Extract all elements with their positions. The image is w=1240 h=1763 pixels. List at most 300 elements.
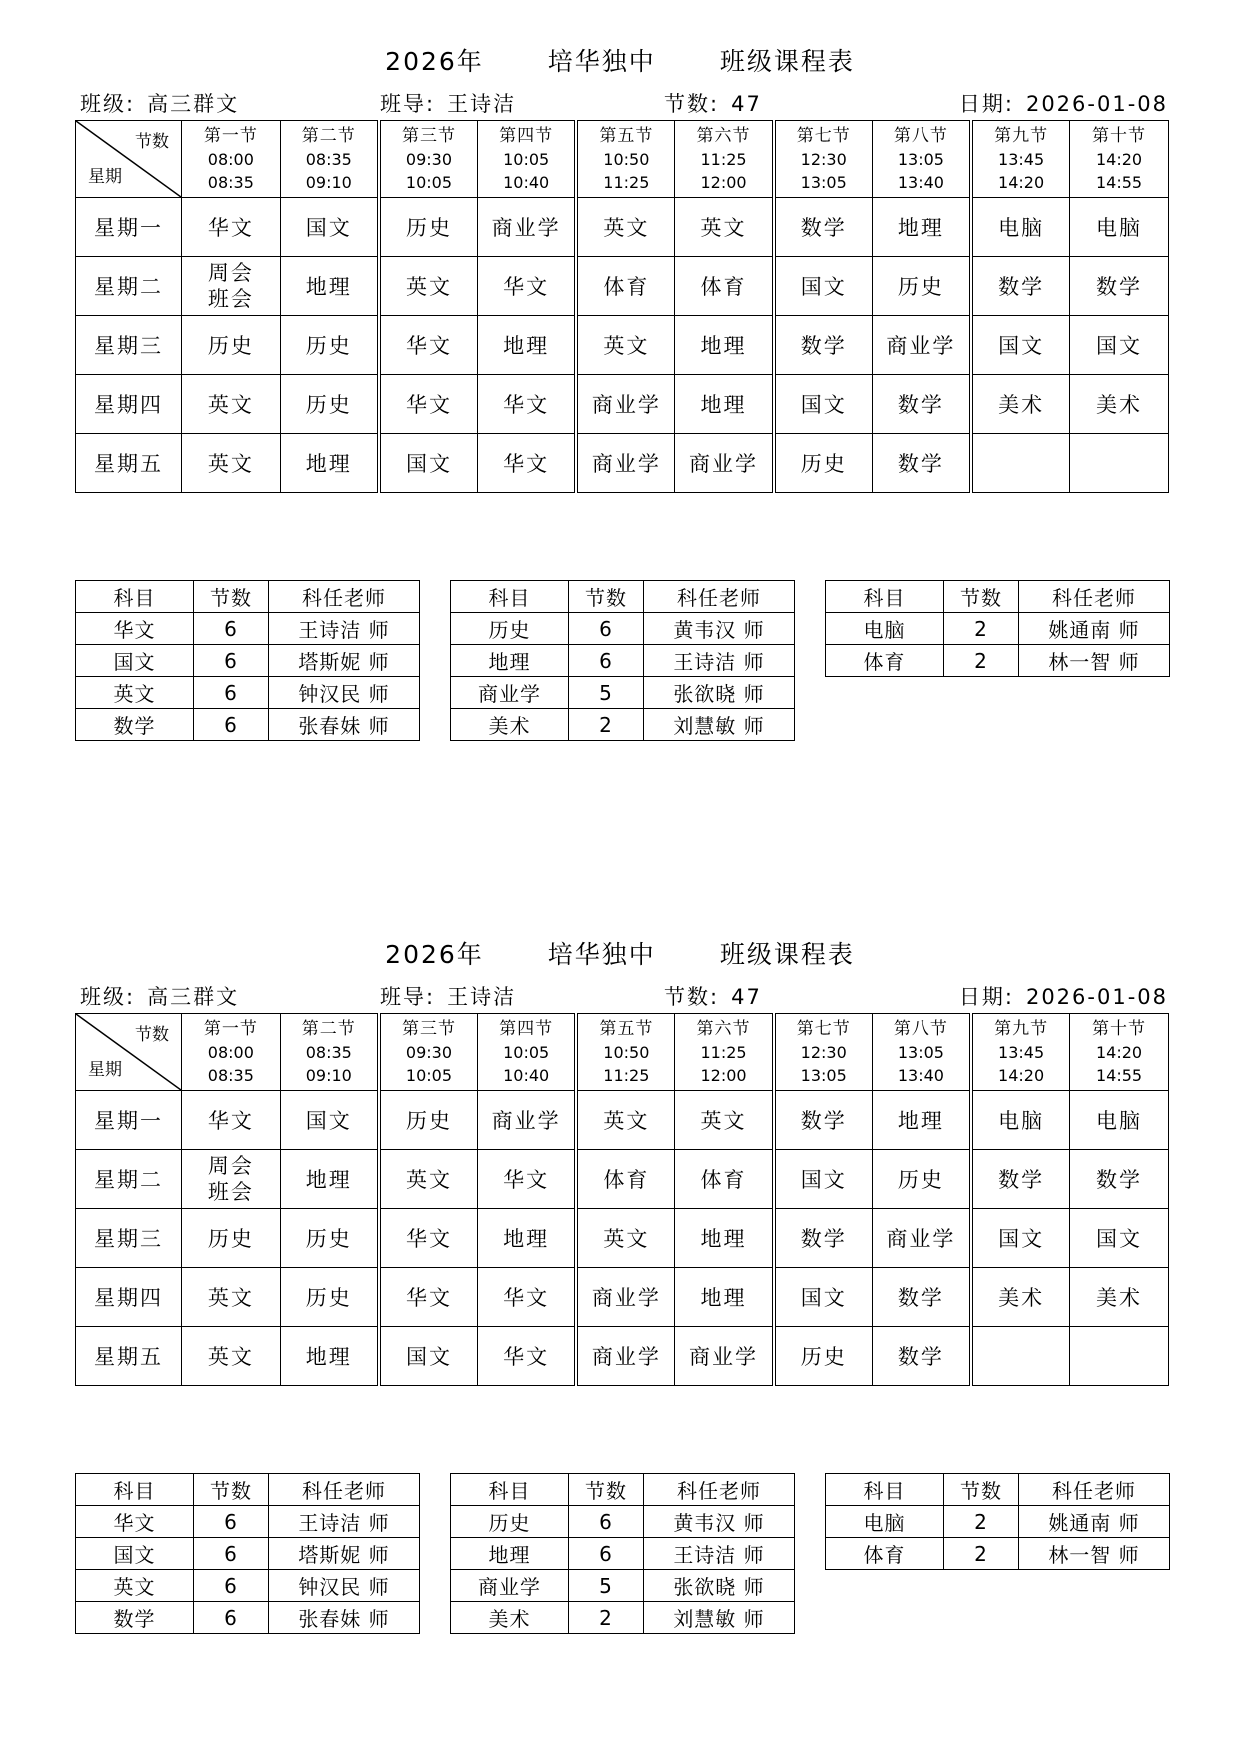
teacher-table [75,580,420,741]
advisor-info [380,981,516,1011]
subject-cell: 华文 [478,257,577,316]
period-start: 11:25 [700,1042,747,1062]
subject-cell: 数学 [872,375,971,434]
teacher-row [826,1538,1170,1570]
info-row [76,88,1168,120]
subject-cell: 历史 [280,1209,379,1268]
title-school: 培华独中 [547,940,656,969]
period-start: 11:25 [700,149,747,169]
period-header [280,121,379,198]
teacher-table [825,1473,1170,1570]
subject-name: 英文 [76,677,194,709]
date-info [959,981,1168,1011]
subject-cell: 国文 [971,316,1070,375]
period-header [379,121,478,198]
lesson-count: 6 [194,709,269,741]
period-start: 08:00 [207,149,254,169]
subject-name: 体育 [826,1538,944,1570]
teacher-row [826,1506,1170,1538]
header-subject: 科目 [451,1474,569,1506]
date-label: 日期: [958,985,1014,1009]
subject-cell: 华文 [478,375,577,434]
period-name: 第六节 [696,125,751,146]
period-start: 08:00 [207,1042,254,1062]
period-name: 第十节 [1092,1018,1147,1039]
subject-cell: 英文 [675,198,774,257]
lesson-count: 6 [194,1538,269,1570]
subject-name: 国文 [76,645,194,677]
subject-name: 国文 [76,1538,194,1570]
subject-cell: 国文 [774,1150,873,1209]
periods-info [664,981,762,1011]
subject-cell: 历史 [280,1268,379,1327]
subject-name: 电脑 [826,613,944,645]
date-value: 2026-01-08 [1025,985,1168,1009]
header-teacher: 科任老师 [644,1474,795,1506]
timetable-sheet [0,893,1240,1763]
teacher-header-row [451,1474,795,1506]
teacher-row [451,709,795,741]
header-teacher: 科任老师 [1019,1474,1170,1506]
teacher-name: 王诗洁 师 [269,613,420,645]
period-header [675,1014,774,1091]
header-count: 节数 [944,1474,1019,1506]
period-start: 13:45 [998,1042,1045,1062]
period-end: 08:35 [207,1065,254,1085]
period-header [872,1014,971,1091]
subject-cell: 国文 [379,1327,478,1386]
day-row [76,1209,1169,1268]
subject-name: 商业学 [451,1570,569,1602]
teacher-row [76,613,420,645]
teacher-row [451,1506,795,1538]
period-header-row [76,1014,1169,1091]
document-title [0,933,1240,973]
subject-cell: 商业学 [576,434,675,493]
period-end: 14:55 [1095,172,1143,192]
class-info [80,981,239,1011]
period-name: 第一节 [203,1018,258,1039]
header-count: 节数 [194,1474,269,1506]
period-end: 13:40 [897,1065,944,1085]
period-name: 第四节 [499,125,554,146]
subject-cell: 英文 [576,316,675,375]
subject-cell: 电脑 [1070,198,1169,257]
lesson-count: 6 [569,1538,644,1570]
subject-cell: 历史 [872,1150,971,1209]
period-end: 14:20 [998,172,1045,192]
lesson-count: 6 [194,1506,269,1538]
subject-cell: 国文 [280,198,379,257]
subject-cell: 华文 [379,316,478,375]
weekday-cell: 星期三 [76,316,182,375]
document-title [0,40,1240,80]
period-end: 13:05 [800,1065,847,1085]
subject-cell: 国文 [1070,316,1169,375]
period-start: 10:50 [603,149,650,169]
header-subject: 科目 [76,1474,194,1506]
subject-cell: 数学 [872,1268,971,1327]
class-info [80,88,239,118]
title-doc: 班级课程表 [719,47,855,76]
period-header [1070,1014,1169,1091]
period-name: 第十节 [1092,125,1147,146]
period-end: 09:10 [305,172,352,192]
period-header [182,1014,281,1091]
subject-cell: 美术 [971,1268,1070,1327]
day-row [76,1091,1169,1150]
teacher-header-row [826,1474,1170,1506]
subject-cell: 商业学 [576,1327,675,1386]
lesson-count: 6 [569,1506,644,1538]
weekday-cell: 星期一 [76,1091,182,1150]
advisor-info [380,88,516,118]
date-info [959,88,1168,118]
corner-cell [76,1014,182,1091]
period-end: 10:40 [503,172,550,192]
class-label: 班级: [80,985,136,1009]
period-name: 第三节 [401,125,456,146]
subject-cell: 国文 [774,1268,873,1327]
teacher-name: 张欲晓 师 [644,677,795,709]
periods-value: 47 [731,985,762,1009]
header-teacher: 科任老师 [269,1474,420,1506]
period-header [182,121,281,198]
lesson-count: 2 [944,613,1019,645]
class-label: 班级: [80,92,136,116]
date-value: 2026-01-08 [1025,92,1168,116]
weekday-cell: 星期二 [76,1150,182,1209]
period-header [675,121,774,198]
subject-cell: 英文 [182,434,281,493]
info-row [76,981,1168,1013]
period-end: 14:55 [1095,1065,1143,1085]
subject-cell: 华文 [379,375,478,434]
subject-cell: 电脑 [971,198,1070,257]
subject-cell: 数学 [774,198,873,257]
lesson-count: 6 [569,613,644,645]
day-row [76,316,1169,375]
subject-cell: 地理 [478,316,577,375]
subject-cell: 体育 [576,1150,675,1209]
period-end: 08:35 [207,172,254,192]
weekday-cell: 星期四 [76,1268,182,1327]
lesson-count: 5 [569,677,644,709]
period-header [971,121,1070,198]
subject-cell: 华文 [182,198,281,257]
period-end: 13:40 [897,172,944,192]
subject-cell: 体育 [675,257,774,316]
weekday-cell: 星期五 [76,434,182,493]
lesson-count: 5 [569,1570,644,1602]
subject-cell: 英文 [379,257,478,316]
subject-cell: 华文 [478,434,577,493]
period-start: 10:05 [503,1042,550,1062]
subject-cell: 美术 [971,375,1070,434]
class-value: 高三群文 [147,92,240,116]
subject-cell: 地理 [280,1150,379,1209]
lesson-count: 2 [569,1602,644,1634]
teacher-table [825,580,1170,677]
subject-cell: 美术 [1070,375,1169,434]
period-end: 12:00 [700,172,747,192]
period-start: 10:05 [503,149,550,169]
period-end: 10:40 [503,1065,550,1085]
lesson-count: 6 [194,645,269,677]
teacher-row [451,613,795,645]
subject-cell: 英文 [576,198,675,257]
lesson-count: 6 [194,677,269,709]
day-row [76,198,1169,257]
subject-cell: 英文 [675,1091,774,1150]
period-header [379,1014,478,1091]
subject-name: 美术 [451,1602,569,1634]
lesson-count: 2 [944,645,1019,677]
subject-cell: 英文 [182,1268,281,1327]
lesson-count: 6 [194,1570,269,1602]
period-start: 13:45 [998,149,1045,169]
subject-cell: 数学 [774,316,873,375]
period-end: 09:10 [305,1065,352,1085]
teacher-name: 塔斯妮 师 [269,1538,420,1570]
header-teacher: 科任老师 [269,581,420,613]
teacher-header-row [451,581,795,613]
period-header [280,1014,379,1091]
subject-cell: 历史 [872,257,971,316]
teacher-name: 钟汉民 师 [269,1570,420,1602]
subject-cell: 地理 [675,316,774,375]
subject-cell: 地理 [478,1209,577,1268]
subject-cell: 华文 [182,1091,281,1150]
subject-cell: 英文 [182,375,281,434]
teacher-name: 刘慧敏 师 [644,1602,795,1634]
advisor-value: 王诗洁 [447,985,517,1009]
subject-cell: 周会 班会 [182,1150,281,1209]
period-start: 14:20 [1095,149,1143,169]
teacher-name: 张春妹 师 [269,709,420,741]
subject-cell: 国文 [774,375,873,434]
header-count: 节数 [569,581,644,613]
subject-cell: 历史 [774,434,873,493]
subject-cell: 电脑 [971,1091,1070,1150]
teacher-row [826,645,1170,677]
weekday-cell: 星期五 [76,1327,182,1386]
teacher-row [76,677,420,709]
subject-cell: 地理 [872,1091,971,1150]
period-name: 第八节 [893,125,948,146]
subject-cell: 商业学 [675,434,774,493]
period-start: 12:30 [800,1042,847,1062]
teacher-name: 王诗洁 师 [644,1538,795,1570]
subject-cell: 数学 [774,1091,873,1150]
teacher-name: 林一智 师 [1019,1538,1170,1570]
period-name: 第七节 [796,125,851,146]
subject-cell: 国文 [971,1209,1070,1268]
teacher-name: 王诗洁 师 [269,1506,420,1538]
period-header [774,1014,873,1091]
subject-cell: 周会 班会 [182,257,281,316]
subject-cell: 历史 [182,316,281,375]
subject-name: 数学 [76,709,194,741]
teacher-row [76,1570,420,1602]
teacher-row [76,1538,420,1570]
subject-cell: 英文 [576,1209,675,1268]
subject-cell: 华文 [478,1327,577,1386]
period-start: 10:50 [603,1042,650,1062]
subject-cell: 英文 [182,1327,281,1386]
period-name: 第四节 [499,1018,554,1039]
subject-cell: 数学 [1070,1150,1169,1209]
subject-name: 华文 [76,1506,194,1538]
subject-cell: 历史 [280,316,379,375]
lesson-count: 6 [569,645,644,677]
subject-name: 电脑 [826,1506,944,1538]
subject-cell: 国文 [379,434,478,493]
header-count: 节数 [569,1474,644,1506]
teacher-header-row [76,581,420,613]
subject-cell: 英文 [576,1091,675,1150]
period-header [971,1014,1070,1091]
period-name: 第一节 [203,125,258,146]
periods-info [664,88,762,118]
timetable-sheet [0,0,1240,870]
title-year: 2026年 [385,47,484,76]
title-doc: 班级课程表 [719,940,855,969]
advisor-label: 班导: [380,985,436,1009]
subject-cell: 地理 [675,375,774,434]
subject-cell: 地理 [280,257,379,316]
subject-name: 历史 [451,1506,569,1538]
subject-name: 历史 [451,613,569,645]
subject-name: 数学 [76,1602,194,1634]
subject-cell: 数学 [1070,257,1169,316]
subject-cell: 数学 [872,1327,971,1386]
period-start: 13:05 [897,149,944,169]
header-subject: 科目 [826,581,944,613]
subject-cell: 地理 [675,1268,774,1327]
subject-cell [971,434,1070,493]
subject-name: 地理 [451,1538,569,1570]
subject-cell: 华文 [379,1268,478,1327]
subject-cell: 商业学 [576,375,675,434]
day-row [76,1150,1169,1209]
weekday-cell: 星期一 [76,198,182,257]
subject-name: 华文 [76,613,194,645]
teacher-row [451,1602,795,1634]
period-start: 09:30 [405,1042,453,1062]
teacher-row [826,613,1170,645]
header-teacher: 科任老师 [644,581,795,613]
corner-weekday-label: 星期 [88,167,122,187]
teacher-name: 姚通南 师 [1019,613,1170,645]
subject-cell: 地理 [280,434,379,493]
periods-label: 节数: [664,92,720,116]
subject-cell: 电脑 [1070,1091,1169,1150]
header-subject: 科目 [76,581,194,613]
lesson-count: 6 [194,1602,269,1634]
period-name: 第三节 [401,1018,456,1039]
period-end: 13:05 [800,172,847,192]
teacher-row [76,709,420,741]
subject-cell: 历史 [182,1209,281,1268]
lesson-count: 6 [194,613,269,645]
subject-cell: 地理 [280,1327,379,1386]
period-header [1070,121,1169,198]
subject-cell: 数学 [971,1150,1070,1209]
teacher-table [450,580,795,741]
subject-cell: 商业学 [872,1209,971,1268]
teacher-name: 张欲晓 师 [644,1570,795,1602]
teacher-name: 塔斯妮 师 [269,645,420,677]
subject-cell: 地理 [675,1209,774,1268]
teacher-row [451,1538,795,1570]
subject-cell: 国文 [280,1091,379,1150]
subject-cell [1070,1327,1169,1386]
advisor-value: 王诗洁 [447,92,517,116]
period-name: 第九节 [994,1018,1049,1039]
subject-cell: 体育 [576,257,675,316]
subject-cell: 数学 [872,434,971,493]
period-name: 第八节 [893,1018,948,1039]
period-start: 13:05 [897,1042,944,1062]
subject-cell: 国文 [1070,1209,1169,1268]
period-end: 10:05 [405,172,453,192]
teacher-row [76,1602,420,1634]
header-subject: 科目 [451,581,569,613]
day-row [76,1268,1169,1327]
period-start: 14:20 [1095,1042,1143,1062]
weekday-cell: 星期三 [76,1209,182,1268]
teacher-name: 王诗洁 师 [644,645,795,677]
period-name: 第二节 [301,1018,356,1039]
subject-cell: 商业学 [675,1327,774,1386]
corner-cell [76,121,182,198]
period-start: 08:35 [305,149,352,169]
teacher-table [75,1473,420,1634]
periods-value: 47 [731,92,762,116]
header-teacher: 科任老师 [1019,581,1170,613]
title-school: 培华独中 [547,47,656,76]
subject-cell [971,1327,1070,1386]
timetable [75,120,1169,493]
teacher-name: 林一智 师 [1019,645,1170,677]
subject-name: 美术 [451,709,569,741]
subject-cell: 国文 [774,257,873,316]
period-header [478,121,577,198]
period-header-row [76,121,1169,198]
period-start: 09:30 [405,149,453,169]
day-row [76,375,1169,434]
teacher-row [451,645,795,677]
class-value: 高三群文 [147,985,240,1009]
teacher-name: 张春妹 师 [269,1602,420,1634]
period-end: 10:05 [405,1065,453,1085]
day-row [76,257,1169,316]
period-header [576,121,675,198]
period-name: 第九节 [994,125,1049,146]
teacher-header-row [76,1474,420,1506]
teacher-name: 黄韦汉 师 [644,613,795,645]
header-subject: 科目 [826,1474,944,1506]
weekday-cell: 星期四 [76,375,182,434]
subject-cell: 英文 [379,1150,478,1209]
period-end: 11:25 [603,172,650,192]
subject-cell: 商业学 [478,1091,577,1150]
subject-cell: 华文 [478,1150,577,1209]
teacher-row [76,1506,420,1538]
day-row [76,1327,1169,1386]
subject-cell: 历史 [774,1327,873,1386]
